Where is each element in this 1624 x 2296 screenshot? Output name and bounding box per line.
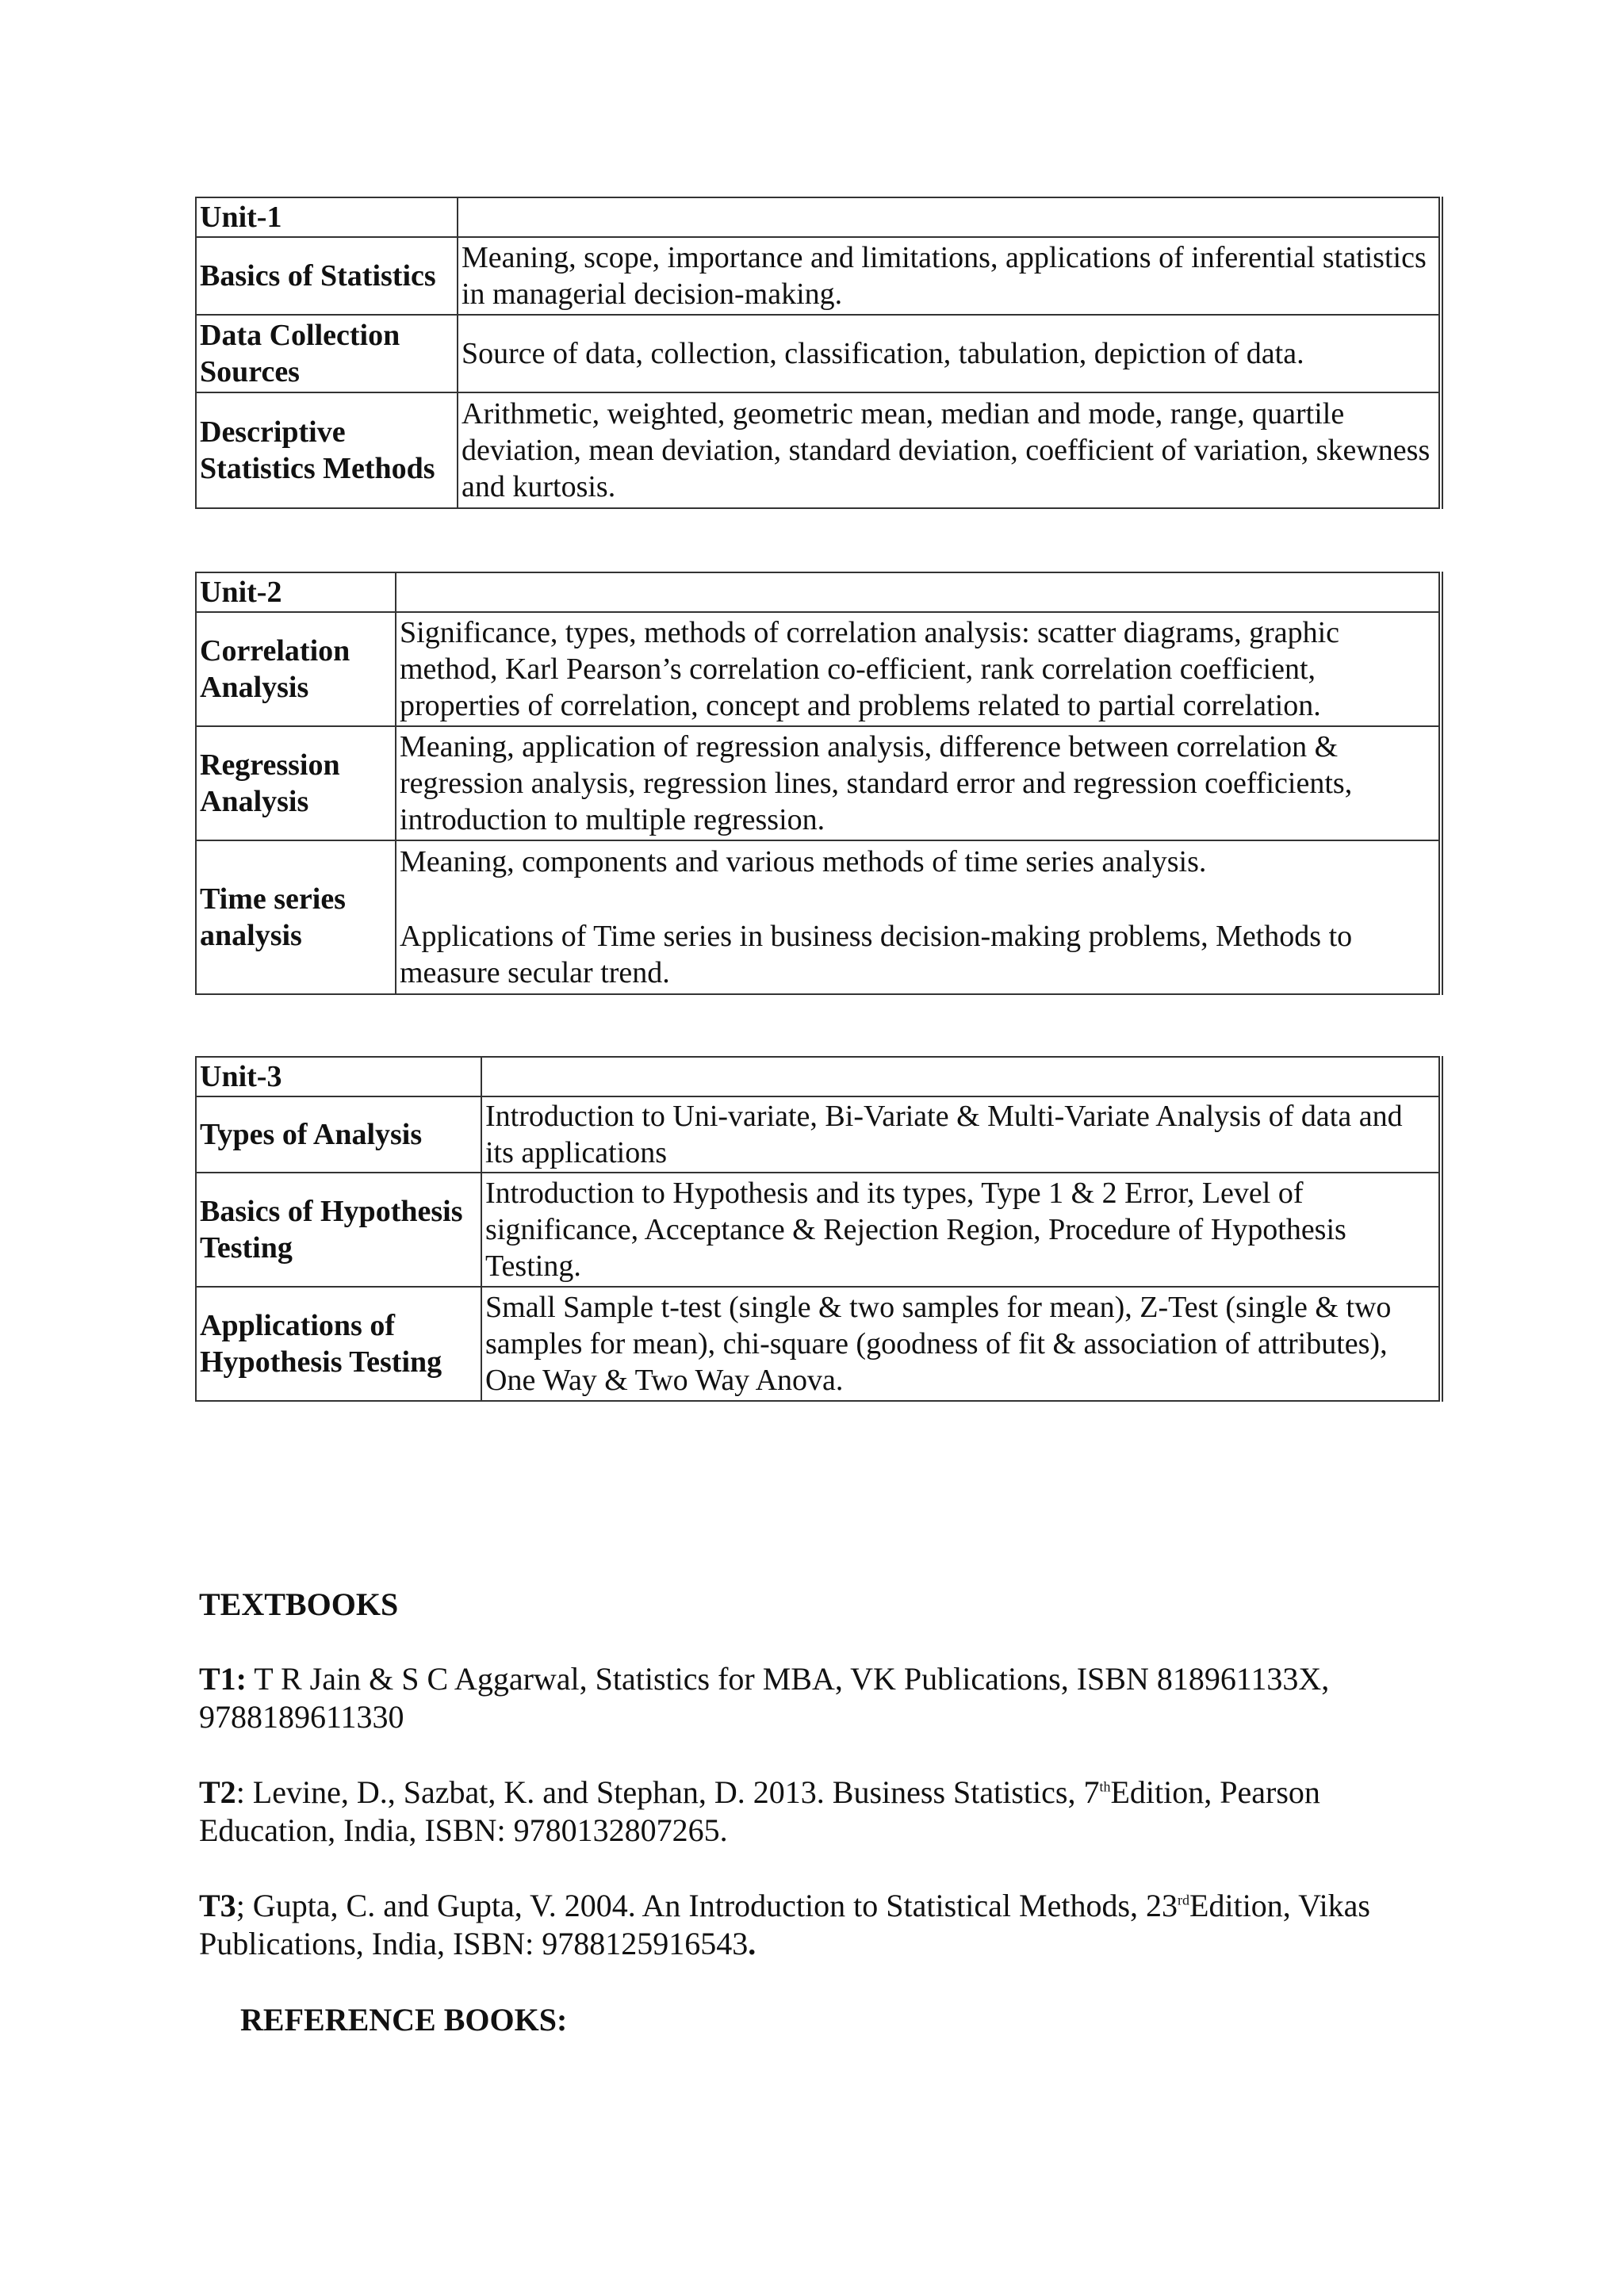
ordinal-suffix: th: [1099, 1778, 1111, 1795]
topic-description: Meaning, scope, importance and limitations, applications of inferential statistics in managerial decision-making.: [458, 237, 1441, 315]
textbook-end-period: .: [748, 1926, 756, 1961]
unit-1-table: [195, 197, 1443, 509]
textbook-code: T3: [199, 1888, 236, 1923]
textbook-text: T R Jain & S C Aggarwal, Statistics for MBA, VK Publications, ISBN 818961133X, 9788189611330: [199, 1661, 1330, 1735]
textbook-code: T1:: [199, 1661, 247, 1697]
table-row: [196, 1096, 1441, 1173]
textbooks-heading: TEXTBOOKS: [199, 1586, 399, 1622]
unit-title: Unit-1: [196, 197, 458, 237]
topic-label: Basics of Hypothesis Testing: [196, 1173, 481, 1287]
table-row: [196, 1057, 1441, 1096]
textbook-text: Edition, Vikas Publications, India, ISBN: 9788125916543: [199, 1888, 1370, 1961]
empty-cell: [481, 1057, 1441, 1096]
textbook-entry: [199, 1774, 1460, 1850]
description-line: Applications of Time series in business decision-making problems, Methods to measure secular trend.: [400, 920, 1353, 989]
topic-label: Types of Analysis: [196, 1096, 481, 1173]
table-row: [196, 237, 1441, 315]
topic-description: Meaning, application of regression analysis, difference between correlation & regression analysis, regression lines, standard error and regression coefficients, introduction to multiple regression.: [396, 726, 1441, 840]
topic-label: Regression Analysis: [196, 726, 396, 840]
textbook-text: Edition, Pearson Education, India, ISBN: 9780132807265.: [199, 1774, 1320, 1848]
topic-description: Small Sample t-test (single & two samples for mean), Z-Test (single & two samples for mean), chi-square (goodness of fit & association of attributes), One Way & Two Way Anova.: [481, 1287, 1441, 1401]
textbook-text: ; Gupta, C. and Gupta, V. 2004. An Introduction to Statistical Methods, 23: [236, 1888, 1178, 1923]
table-row: [196, 840, 1441, 994]
topic-description: Introduction to Uni-variate, Bi-Variate & Multi-Variate Analysis of data and its applications: [481, 1096, 1441, 1173]
unit-2-table: [195, 572, 1443, 995]
topic-description: Introduction to Hypothesis and its types, Type 1 & 2 Error, Level of significance, Acceptance & Rejection Region, Procedure of Hypothesis Testing.: [481, 1173, 1441, 1287]
unit-title: Unit-3: [196, 1057, 481, 1096]
topic-label: Correlation Analysis: [196, 612, 396, 726]
ordinal-suffix: rd: [1178, 1892, 1190, 1908]
table-row: [196, 572, 1441, 612]
table-row: [196, 1173, 1441, 1287]
topic-description: Significance, types, methods of correlation analysis: scatter diagrams, graphic method, Karl Pearson’s correlation co-efficient, rank correlation coefficient, properties of correlation, concept and problems related to partial correlation.: [396, 612, 1441, 726]
textbook-text: : Levine, D., Sazbat, K. and Stephan, D. 2013. Business Statistics, 7: [236, 1774, 1100, 1810]
textbook-entry: [199, 1660, 1460, 1736]
topic-description: Arithmetic, weighted, geometric mean, median and mode, range, quartile deviation, mean deviation, standard deviation, coefficient of variation, skewness and kurtosis.: [458, 392, 1441, 508]
topic-label: Applications of Hypothesis Testing: [196, 1287, 481, 1401]
table-row: [196, 612, 1441, 726]
table-row: [196, 197, 1441, 237]
topic-description: Source of data, collection, classification, tabulation, depiction of data.: [458, 315, 1441, 392]
table-row: [196, 315, 1441, 392]
topic-label: Data Collection Sources: [196, 315, 458, 392]
topic-label: Time series analysis: [196, 840, 396, 994]
table-row: [196, 392, 1441, 508]
table-row: [196, 1287, 1441, 1401]
table-row: [196, 726, 1441, 840]
empty-cell: [396, 572, 1441, 612]
empty-cell: [458, 197, 1441, 237]
topic-label: Basics of Statistics: [196, 237, 458, 315]
textbook-entry: [199, 1887, 1460, 1963]
textbook-code: T2: [199, 1774, 236, 1810]
description-line: Meaning, components and various methods of time series analysis.: [400, 845, 1207, 878]
topic-description: [396, 840, 1441, 994]
unit-title: Unit-2: [196, 572, 396, 612]
reference-books-heading: REFERENCE BOOKS:: [240, 2002, 568, 2038]
unit-3-table: [195, 1056, 1443, 1402]
topic-label: Descriptive Statistics Methods: [196, 392, 458, 508]
